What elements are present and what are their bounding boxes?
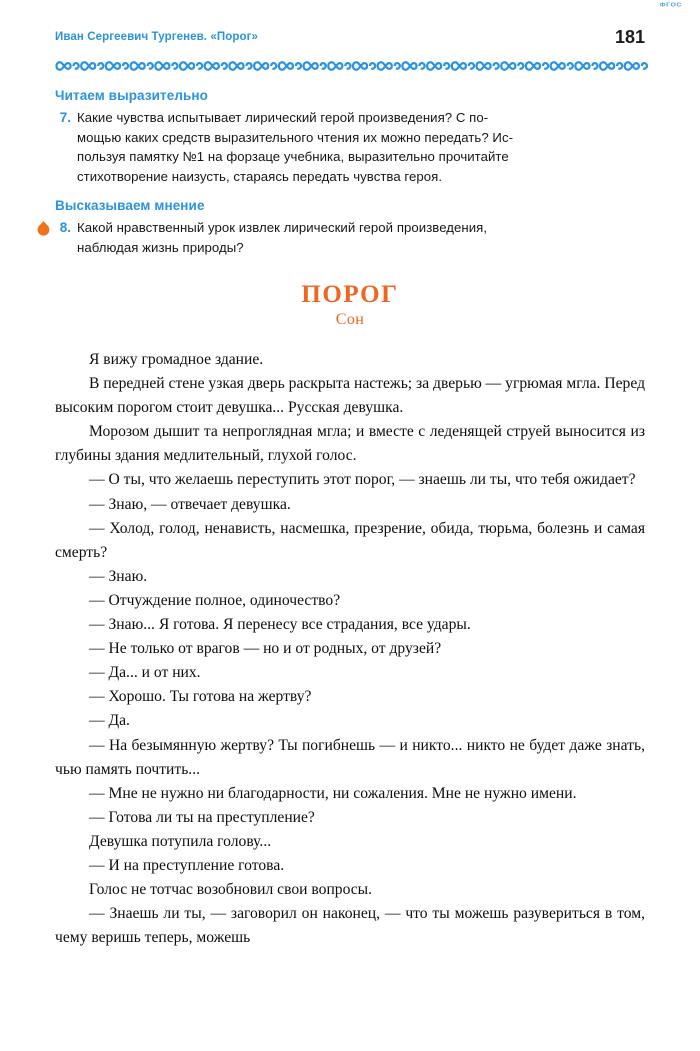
body-paragraph: — Знаю. [89,567,148,585]
body-paragraph: Я вижу громадное здание. [89,351,264,368]
corner-mark: ФГОС [659,2,682,9]
exercise-number-7: 7. [59,110,71,125]
exercise-item-7[interactable] [55,108,645,186]
body-paragraph: Девушка потупила голову... [89,832,272,850]
body-paragraph: — Хорошо. Ты готова на жертву? [89,688,312,706]
body-paragraph: — Да... и от них. [89,664,201,682]
body-paragraph: — Знаю, — отвечает девушка. [89,495,291,513]
section-label-express-opinion: Высказываем мнение [55,198,205,213]
exercise-line: наблюдая жизнь природы? [77,239,244,255]
body-paragraph: — Да. [89,712,130,730]
exercise-item-8[interactable] [55,218,645,257]
section-label-read-expressively: Читаем выразительно [55,88,209,103]
work-title: ПОРОГ [301,281,399,308]
page-number: 181 [614,27,645,47]
work-subtitle: Сон [335,311,365,328]
body-text [55,348,645,950]
running-head [55,27,645,50]
exercise-line: стихотворение наизусть, стараясь передать чувства героя. [77,168,443,184]
section-read-expressively [55,88,645,186]
exercise-text-8 [77,218,645,257]
section-express-opinion [55,198,645,257]
body-paragraph: — Мне не нужно ни благодарности, ни сожаления. Мне не нужно имени. [89,784,577,802]
running-head-title: Иван Сергеевич Тургенев. «Порог» [55,31,259,43]
exercise-text-7 [77,108,645,186]
body-paragraph: — Отчуждение полное, одиночество? [89,591,341,609]
work-title-block [0,281,700,330]
body-paragraph: — Знаешь ли ты, — заговорил он наконец, — что ты можешь разувериться в том, чему веришь теперь, можешь [55,905,645,947]
body-paragraph: — Готова ли ты на преступление? [89,808,315,826]
exercise-line: Какие чувства испытывает лирический герой произведения? С по- [77,110,489,125]
flame-marker-icon [37,221,50,236]
body-paragraph: Морозом дышит та непроглядная мгла; и вместе с леденящей струей выносится из глубины здания медлительный, глухой голос. [55,423,645,465]
exercises-area [55,88,645,257]
body-paragraph: Голос не тотчас возобновил свои вопросы. [89,881,373,899]
exercise-line: мощью каких средств выразительного чтения их можно передать? Ис- [77,129,514,145]
body-paragraph: В передней стене узкая дверь раскрыта настежь; за дверью — угрюмая мгла. Перед высоким порогом стоит девушка... Русская девушка. [55,375,645,417]
knot-ornament-row [55,56,648,76]
exercise-number-8: 8. [59,220,71,235]
exercise-line: Какой нравственный урок извлек лирический герой произведения, [77,220,488,235]
body-paragraph: — И на преступление готова. [89,856,285,874]
body-paragraph: — О ты, что желаешь переступить этот порог, — знаешь ли ты, что тебя ожидает? [89,471,636,489]
body-paragraph: — Не только от врагов — но и от родных, от друзей? [89,640,442,658]
body-paragraph: — Знаю... Я готова. Я перенесу все страдания, все удары. [89,616,471,634]
ornamental-divider [55,56,648,76]
exercise-line: пользуя памятку №1 на форзаце учебника, выразительно прочитайте [77,149,509,164]
body-paragraph: — На безымянную жертву? Ты погибнешь — и никто... никто не будет даже знать, чью память почтить... [55,736,645,778]
body-paragraph: — Холод, голод, ненависть, насмешка, презрение, обида, тюрьма, болезнь и самая смерть? [55,519,645,561]
